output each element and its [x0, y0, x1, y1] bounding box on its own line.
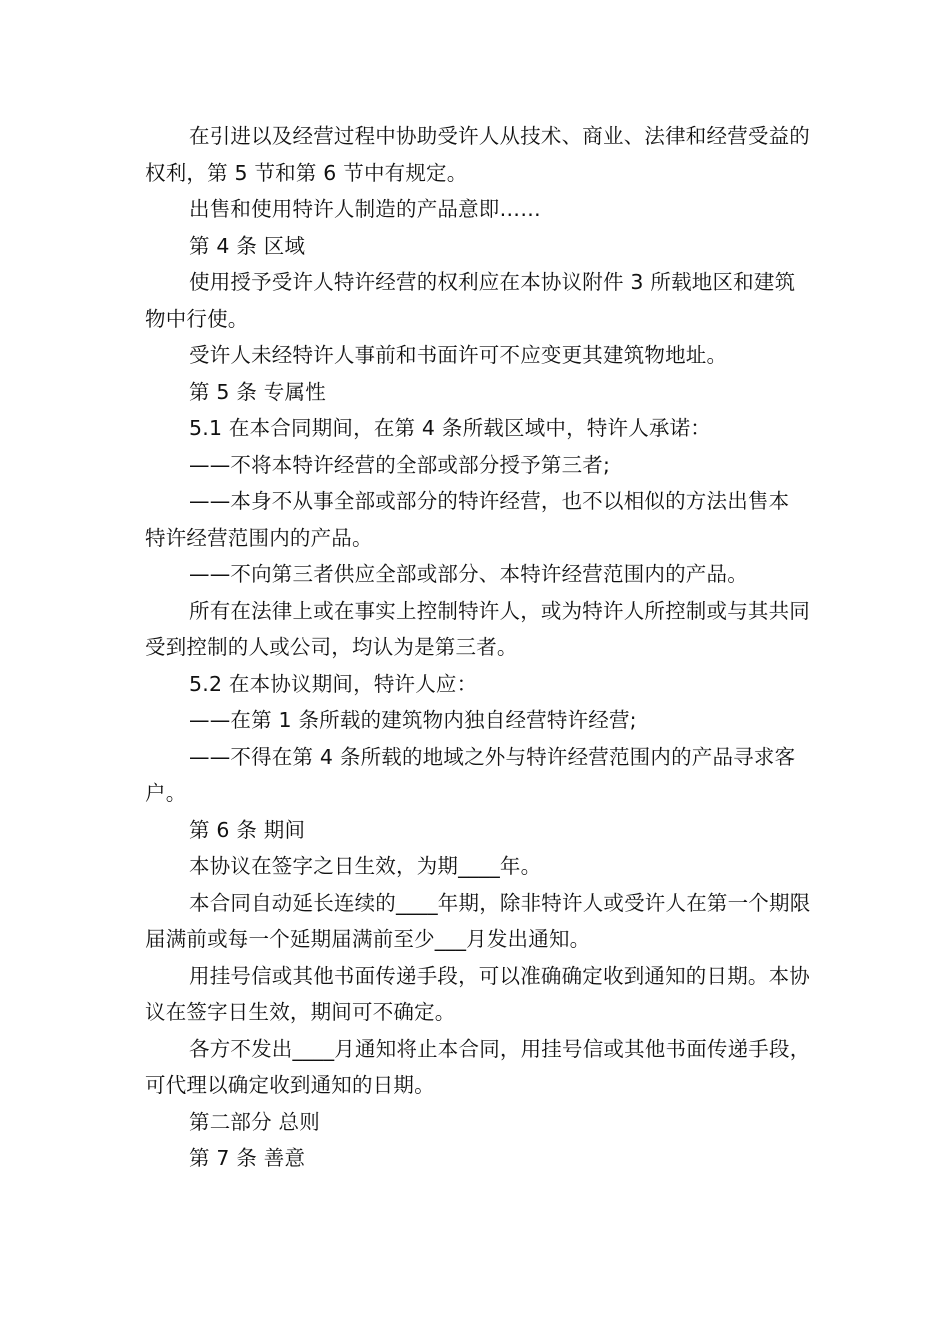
paragraph: 各方不发出____月通知将止本合同，用挂号信或其他书面传递手段，可代理以确定收到通知的日期。	[145, 1036, 811, 1097]
paragraph: 本合同自动延长连续的____年期，除非特许人或受许人在第一个期限届满前或每一个延期届满前至少___月发出通知。	[145, 890, 811, 951]
paragraph: 在引进以及经营过程中协助受许人从技术、商业、法律和经营受益的权利，第 5 节和第 6 节中有规定。	[145, 124, 810, 185]
paragraph: 受许人未经特许人事前和书面许可不应变更其建筑物地址。	[189, 343, 728, 367]
clause: 5.1 在本合同期间，在第 4 条所载区域中，特许人承诺：	[189, 416, 711, 440]
list-item: ——不向第三者供应全部或部分、本特许经营范围内的产品。	[189, 562, 748, 586]
document-body	[145, 118, 813, 1177]
section-heading: 第 4 条 区域	[189, 233, 306, 258]
paragraph: 本协议在签字之日生效，为期____年。	[189, 854, 542, 878]
paragraph: 用挂号信或其他书面传递手段，可以准确确定收到通知的日期。本协议在签字日生效，期间可不确定。	[145, 963, 810, 1024]
list-item: ——在第 1 条所载的建筑物内独自经营特许经营;	[189, 708, 637, 732]
clause: 5.2 在本协议期间，特许人应：	[189, 671, 478, 696]
part-heading: 第二部分 总则	[189, 1109, 320, 1134]
paragraph: 使用授予受许人特许经营的权利应在本协议附件 3 所载地区和建筑物中行使。	[145, 270, 796, 331]
section-heading: 第 6 条 期间	[189, 817, 306, 842]
section-heading: 第 7 条 善意	[189, 1146, 306, 1170]
paragraph: 出售和使用特许人制造的产品意即……	[189, 197, 541, 221]
list-item: ——不得在第 4 条所载的地域之外与特许经营范围内的产品寻求客户。	[145, 744, 796, 805]
list-item: ——本身不从事全部或部分的特许经营，也不以相似的方法出售本 特许经营范围内的产品。	[145, 489, 790, 550]
paragraph: 所有在法律上或在事实上控制特许人，或为特许人所控制或与其共同受到控制的人或公司，均认为是第三者。	[145, 598, 810, 659]
section-heading: 第 5 条 专属性	[189, 379, 326, 404]
list-item: ——不将本特许经营的全部或部分授予第三者;	[189, 452, 611, 477]
